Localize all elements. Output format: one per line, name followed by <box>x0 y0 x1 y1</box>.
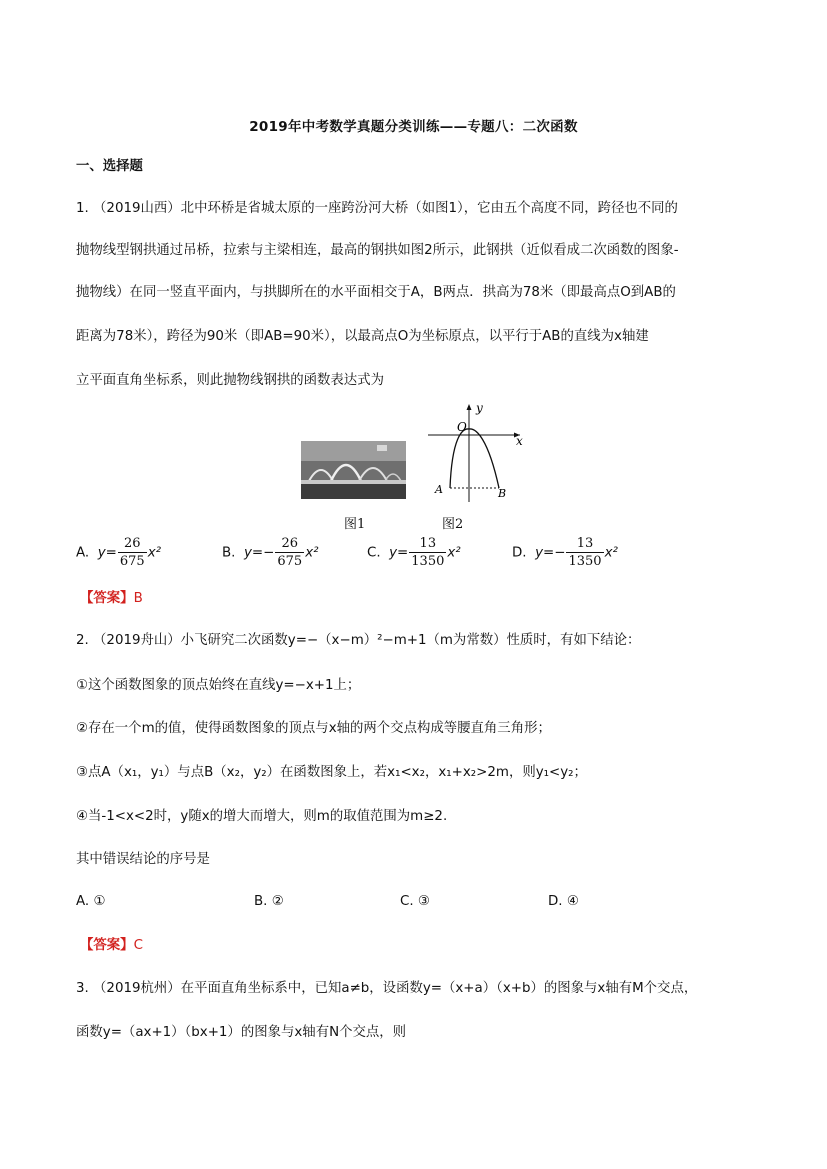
section-heading: 一、选择题 <box>76 159 143 174</box>
q2-statement-1: ①这个函数图象的顶点始终在直线y=−x+1上； <box>76 678 361 693</box>
q2-line-1: 2. （2019舟山）小飞研究二次函数y=−（x−m）²−m+1（m为常数）性质时，有如下结论： <box>76 633 641 648</box>
label-x: x <box>516 434 523 448</box>
q2-option-b: B. ② <box>254 894 284 909</box>
figure-1-caption: 图1 <box>344 517 366 532</box>
q1-option-b: B. y=− $\frac{26}{675}$ x² <box>222 536 319 569</box>
label-y: y <box>476 401 483 415</box>
q3-line-1: 3. （2019杭州）在平面直角坐标系中，已知a≠b，设函数y=（x+a）（x+b）的图象与x轴有M个交点， <box>76 981 698 996</box>
q1-option-d: D. y=− $\frac{13}{1350}$ x² <box>512 536 618 569</box>
label-a: A <box>435 483 443 496</box>
q2-option-c: C. ③ <box>400 894 430 909</box>
q1-line-3: 抛物线）在同一竖直平面内，与拱脚所在的水平面相交于A，B两点．拱高为78米（即最高点O到AB的 <box>76 285 676 300</box>
q3-line-2: 函数y=（ax+1）（bx+1）的图象与x轴有N个交点，则 <box>76 1025 407 1040</box>
label-o: O <box>457 420 467 434</box>
q1-line-2: 抛物线型钢拱通过吊桥，拉索与主梁相连，最高的钢拱如图2所示，此钢拱（近似看成二次函数的图象- <box>76 243 679 258</box>
parabola-figure <box>420 398 530 504</box>
q1-option-a: A. y= $\frac{26}{675}$ x² <box>76 536 161 569</box>
q2-option-a: A. ① <box>76 894 106 909</box>
q2-prompt: 其中错误结论的序号是 <box>76 852 210 867</box>
label-b: B <box>498 487 507 500</box>
q2-option-d: D. ④ <box>548 894 579 909</box>
q1-line-5: 立平面直角坐标系，则此抛物线钢拱的函数表达式为 <box>76 373 384 388</box>
figure-2-caption: 图2 <box>442 517 464 532</box>
q1-option-c: C. y= $\frac{13}{1350}$ x² <box>367 536 461 569</box>
q2-statement-2: ②存在一个m的值，使得函数图象的顶点与x轴的两个交点构成等腰直角三角形； <box>76 721 551 736</box>
bridge-photo <box>301 441 406 499</box>
q1-line-1: 1. （2019山西）北中环桥是省城太原的一座跨汾河大桥（如图1），它由五个高度不同，跨径也不同的 <box>76 201 678 216</box>
parabola-curve <box>450 429 499 488</box>
q2-statement-4: ④当-1<x<2时，y随x的增大而增大，则m的取值范围为m≥2. <box>76 809 448 824</box>
document-title: 2019年中考数学真题分类训练——专题八：二次函数 <box>249 119 578 135</box>
y-axis-arrow <box>467 404 472 410</box>
q2-answer: 【答案】C <box>80 938 143 953</box>
q1-answer: 【答案】B <box>80 591 143 606</box>
q1-line-4: 距离为78米），跨径为90米（即AB=90米），以最高点O为坐标原点，以平行于AB的直线为x轴建 <box>76 329 649 344</box>
q2-statement-3: ③点A（x₁，y₁）与点B（x₂，y₂）在函数图象上，若x₁<x₂，x₁+x₂>2m，则y₁<y₂； <box>76 765 587 780</box>
